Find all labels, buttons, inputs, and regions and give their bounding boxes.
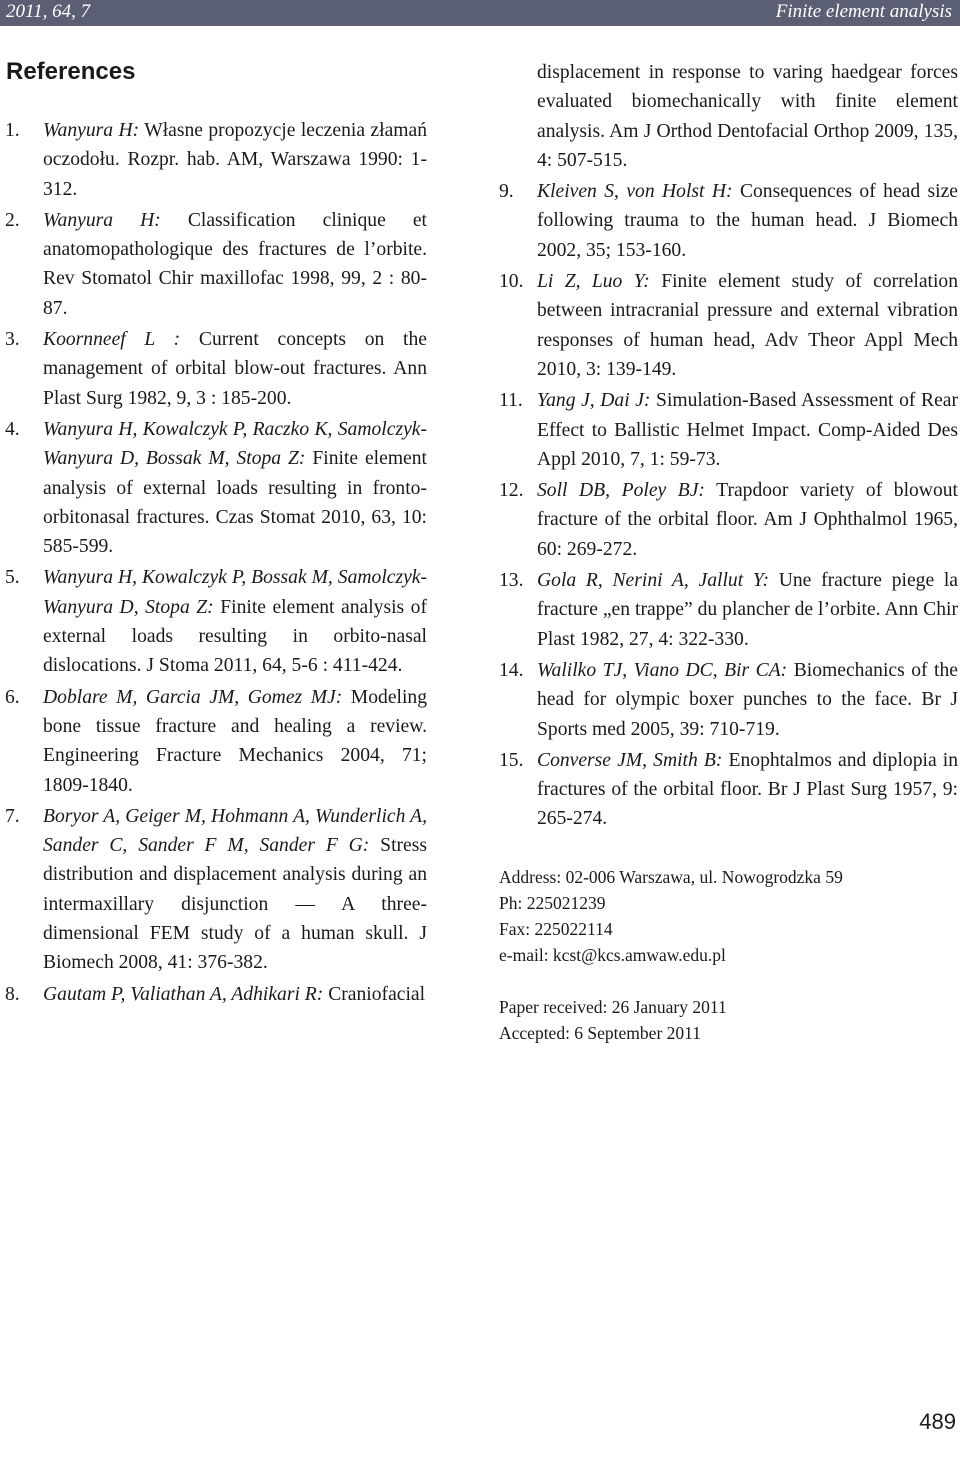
reference-citation: Simulation-Based Assessment of Rear Effect to Ballistic Helmet Impact. Comp-Aided Des Appl 2010, 7, 1: 59-73.	[537, 390, 958, 470]
reference-text	[537, 476, 958, 564]
reference-citation: Enophtalmos and diplopia in fractures of the orbital floor. Br J Plast Surg 1957, 9: 265-274.	[537, 749, 958, 830]
reference-citation: Une fracture piege la fracture „en trappe” du plancher de l’orbite. Ann Chir Plast 1982, 27, 4: 322-330.	[537, 570, 959, 650]
reference-authors: Soll DB, Poley BJ:	[537, 480, 705, 502]
references-left-column	[5, 116, 427, 1011]
reference-authors: Wanyura H:	[43, 120, 140, 141]
reference-authors: Boryor A, Geiger M, Hohmann A, Wunderlich A, Sander C, Sander F M, Sander F G:	[43, 805, 427, 857]
reference-item	[5, 116, 427, 204]
email-line: e-mail: kcst@kcs.amwaw.edu.pl	[499, 945, 726, 965]
reference-text	[537, 386, 958, 474]
reference-number: 8.	[5, 983, 20, 1005]
reference-number: 5.	[5, 567, 20, 589]
reference-text	[43, 563, 427, 680]
reference-item	[5, 683, 427, 800]
reference-number: 4.	[5, 418, 20, 440]
reference-citation: Current concepts on the management of orbital blow-out fractures. Ann Plast Surg 1982, 9, 3 : 185-200.	[43, 329, 427, 409]
reference-citation: displacement in response to varing haedgear forces evaluated biomechanically with finite element analysis. Am J Orthod Dentofacial Orthop 2009, 135, 4: 507-515.	[537, 62, 958, 171]
reference-citation: Classification clinique et anatomopathologique des fractures de l’orbite. Rev Stomatol Chir maxillofac 1998, 99, 2 : 80-87.	[43, 209, 427, 319]
reference-text	[537, 656, 958, 744]
reference-item	[499, 267, 958, 384]
reference-authors: Yang J, Dai J:	[537, 390, 651, 412]
journal-issue: 2011, 64, 7	[6, 1, 91, 22]
reference-citation: Trapdoor variety of blowout fracture of the orbital floor. Am J Ophthalmol 1965, 60: 269-272.	[537, 480, 958, 560]
page-number: 489	[919, 1409, 956, 1434]
reference-authors: Wanyura H, Kowalczyk P, Bossak M, Samolczyk-Wanyura D, Stopa Z:	[43, 567, 427, 618]
reference-number: 11.	[499, 390, 523, 412]
reference-text	[537, 177, 958, 265]
reference-item	[499, 566, 958, 654]
reference-number: 10.	[499, 271, 524, 293]
reference-authors: Wanyura H:	[43, 209, 161, 231]
reference-citation: Craniofacial	[323, 983, 426, 1005]
reference-text	[43, 415, 427, 561]
running-title: Finite element analysis	[775, 1, 952, 22]
reference-authors: Doblare M, Garcia JM, Gomez MJ:	[43, 686, 343, 708]
reference-number: 15.	[499, 749, 524, 771]
reference-item	[5, 206, 427, 323]
reference-authors: Gautam P, Valiathan A, Adhikari R:	[43, 983, 324, 1005]
reference-text	[43, 802, 427, 978]
reference-item	[5, 802, 427, 978]
reference-text	[43, 116, 427, 204]
reference-item	[499, 386, 958, 474]
reference-citation: Finite element analysis of external loads resulting in fronto-orbitonasal fractures. Czas Stomat 2010, 63, 10: 585-599.	[43, 448, 427, 558]
reference-text	[537, 566, 958, 654]
reference-citation: Modeling bone tissue fracture and healing a review. Engineering Fracture Mechanics 2004, 71; 1809-1840.	[43, 686, 428, 796]
reference-citation: Finite element analysis of external loads resulting in orbito-nasal dislocations. J Stoma 2011, 64, 5-6 : 411-424.	[43, 596, 427, 677]
reference-text	[43, 683, 427, 800]
reference-authors: Converse JM, Smith B:	[537, 749, 723, 771]
reference-item	[5, 563, 427, 680]
reference-citation: Consequences of head size following trauma to the human head. J Biomech 2002, 35; 153-160.	[537, 181, 958, 261]
references-right-column	[499, 58, 958, 836]
reference-item	[499, 746, 958, 834]
reference-item	[5, 325, 427, 413]
reference-citation: Biomechanics of the head for olympic boxer punches to the face. Br J Sports med 2005, 39: 710-719.	[537, 659, 958, 740]
address-line: Address: 02-006 Warszawa, ul. Nowogrodzka 59	[499, 867, 843, 887]
reference-citation: Stress distribution and displacement analysis during an intermaxillary disjunction — A three-dimensional FEM study of a human skull. J Biomech 2008, 41: 376-382.	[43, 835, 427, 974]
reference-authors: Wanyura H, Kowalczyk P, Raczko K, Samolczyk-Wanyura D, Bossak M, Stopa Z:	[43, 418, 427, 470]
reference-item	[499, 177, 958, 265]
reference-item	[5, 980, 427, 1009]
reference-text	[43, 206, 427, 323]
reference-number: 2.	[5, 209, 20, 231]
paper-dates	[499, 994, 727, 1046]
phone-line: Ph: 225021239	[499, 893, 606, 913]
received-date: Paper received: 26 January 2011	[499, 997, 727, 1017]
reference-authors: Gola R, Nerini A, Jallut Y:	[537, 570, 770, 592]
reference-number: 14.	[499, 659, 524, 681]
reference-number: 1.	[5, 120, 20, 141]
reference-number: 13.	[499, 570, 524, 592]
reference-citation: Finite element study of correlation between intracranial pressure and external vibration responses of human head, Adv Theor Appl Mech 2010, 3: 139-149.	[537, 271, 958, 380]
reference-text	[43, 980, 427, 1009]
reference-continuation	[499, 58, 958, 175]
reference-text	[43, 325, 427, 413]
reference-authors: Kleiven S, von Holst H:	[537, 181, 733, 203]
reference-item	[5, 415, 427, 561]
correspondence-address	[499, 864, 843, 968]
reference-authors: Walilko TJ, Viano DC, Bir CA:	[537, 659, 788, 681]
reference-text	[537, 746, 958, 834]
reference-authors: Koornneef L :	[43, 329, 181, 351]
accepted-date: Accepted: 6 September 2011	[499, 1023, 701, 1043]
reference-number: 7.	[5, 805, 20, 827]
reference-text	[537, 267, 958, 384]
reference-number: 6.	[5, 686, 20, 708]
section-title: References	[6, 58, 136, 85]
fax-line: Fax: 225022114	[499, 919, 613, 939]
reference-item	[499, 656, 958, 744]
reference-number: 3.	[5, 329, 20, 351]
reference-number: 12.	[499, 480, 524, 502]
running-header	[0, 0, 960, 26]
reference-citation: Własne propozycje leczenia złamań oczodołu. Rozpr. hab. AM, Warszawa 1990: 1-312.	[43, 120, 428, 200]
reference-authors: Li Z, Luo Y:	[537, 271, 650, 293]
reference-item	[499, 476, 958, 564]
reference-number: 9.	[499, 181, 514, 203]
